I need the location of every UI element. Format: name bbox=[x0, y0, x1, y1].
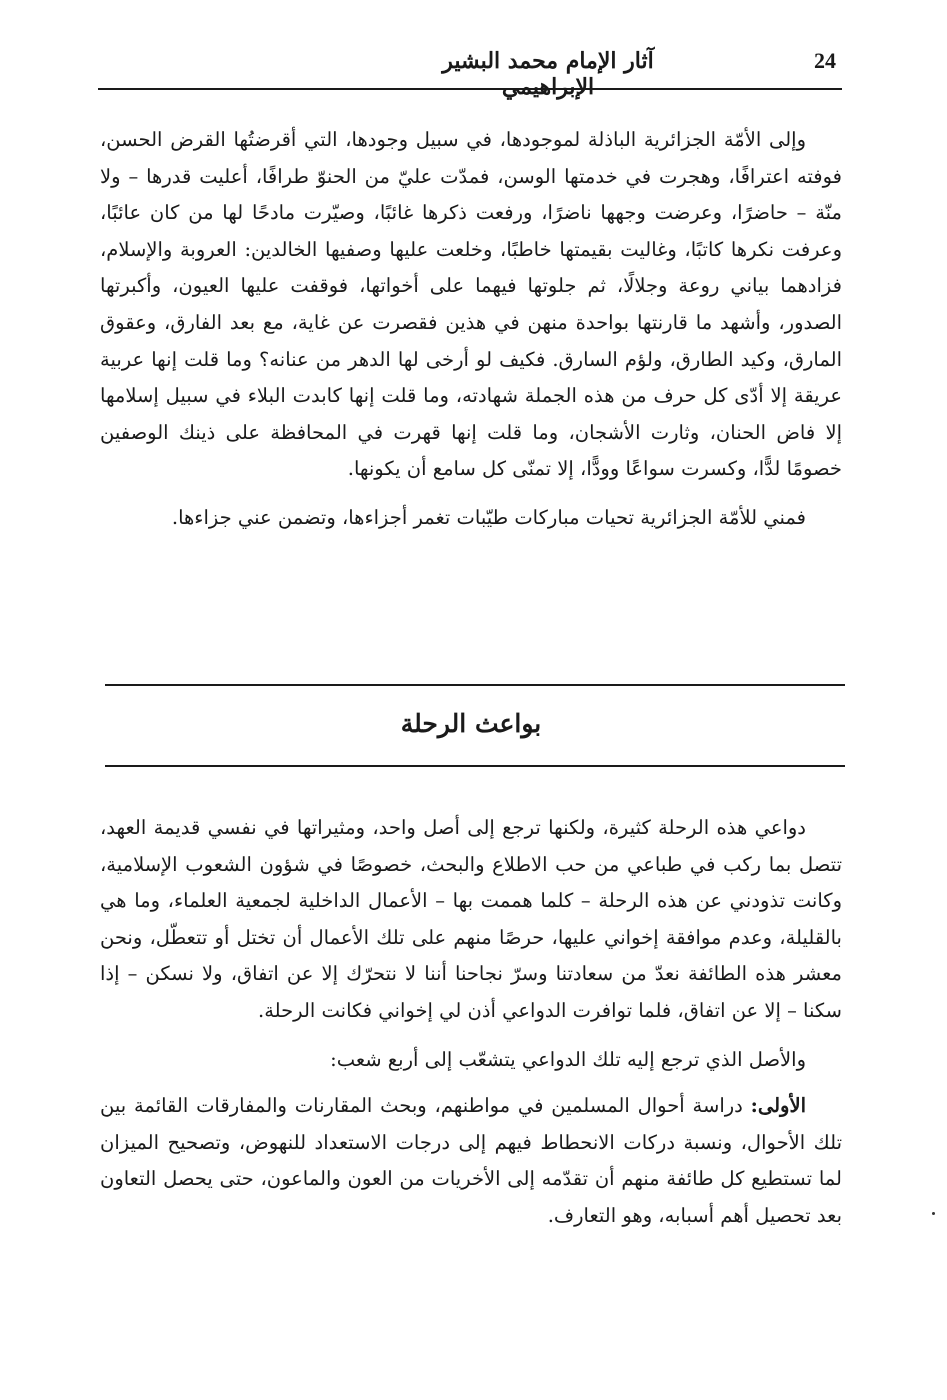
dedication-paragraph: وإلى الأمّة الجزائرية الباذلة لموجودها، في سبيل وجودها، التي أقرضتُها القرض الحسن، فوفته اعترافًا، وهجرت في خدمتها الوسن، فمدّت عليّ من الحنوّ طرافًا، أعليت قدرها – ولا منّة – حاضرًا، وعرضت وجهها ناضرًا، ورفعت ذكرها غائبًا، وصيّرت مادحًا لها من كان عائبًا، وعرفت نكرها كاتبًا، وغاليت بقيمتها خاطبًا، وخلعت عليها وصفيها الخالدين: العروبة والإسلام، فزادهما بياني روعة وجلالًا، ثم جلوتها فيهما على أخواتها، فوقفت عليها العيون، وأكبرتها الصدور، وأشهد ما قارنتها بواحدة منهن في هذين فقصرت عن غاية، مع بعد الفارق، وعقوق المارق، وكيد الطارق، ولؤم السارق. فكيف لو أرخى لها الدهر من عنانه؟ وما قلت إنها عربية عريقة إلا أدّى كل حرف من هذه الجملة شهادته، وما قلت إنها كابدت البلاء في سبيل إسلامها إلا فاض الحنان، وثارت الأشجان، وما قلت إنها قهرت في المحافظة على ذينك الوصفين خصومًا لدًّا، وكسرت سواعًا وودًّا، إلا تمنّى كل سامع أن يكونها. bbox=[100, 128, 842, 481]
first-branch-text: دراسة أحوال المسلمين في مواطنهم، وبحث المقارنات والمفارقات القائمة بين تلك الأحوال، ونسبة دركات الانحطاط فيهم إلى درجات الاستعداد للنهوض، وتصحيح الميزان لما تستطيع كل طائفة منهم أن تقدّمه إلى الأخريات من العون والماعون، حتى يحصل التعاون بعد تحصيل أهم أسبابه، وهو التعارف. bbox=[100, 1094, 842, 1227]
greeting-paragraph: فمني للأمّة الجزائرية تحيات مباركات طيّبات تغمر أجزاءها، وتضمن عني جزاءها. bbox=[171, 505, 806, 529]
section-title: بواعث الرحلة bbox=[400, 709, 542, 738]
first-branch-paragraph bbox=[100, 1088, 842, 1234]
branches-intro-paragraph: والأصل الذي ترجع إليه تلك الدواعي يتشعّب إلى أربع شعب: bbox=[330, 1047, 806, 1071]
motives-paragraph: دواعي هذه الرحلة كثيرة، ولكنها ترجع إلى أصل واحد، ومثيراتها في نفسي قديمة العهد، تتصل بما ركب في طباعي من حب الاطلاع والبحث، خصوصًا في شؤون الشعوب الإسلامية، وكانت تذودني عن هذه الرحلة – كلما هممت بها – الأعمال الداخلية لجمعية العلماء، وما هي بالقليلة، وعدم موافقة إخواني عليها، حرصًا منهم على تلك الأعمال أن تختل أو تتعطّل، ونحن معشر هذه الطائفة نعدّ من سعادتنا وسرّ نجاحنا أننا لا نتحرّك إلا عن اتفاق، ولا نسكن – إذا سكنا – إلا عن اتفاق، فلما توافرت الدواعي أذن لي إخواني فكانت الرحلة. bbox=[100, 816, 842, 1022]
section-rule-bottom bbox=[105, 765, 845, 767]
running-title: آثار الإمام محمد البشير الإبراهيمي bbox=[442, 48, 654, 100]
first-branch-lead: الأولى: bbox=[750, 1094, 806, 1118]
section-rule-top bbox=[105, 684, 845, 686]
page-number: 24 bbox=[814, 48, 836, 73]
bottom-text-block bbox=[100, 810, 842, 1235]
top-text-block bbox=[100, 122, 842, 537]
page-header bbox=[98, 44, 842, 100]
margin-dot bbox=[932, 1212, 935, 1215]
